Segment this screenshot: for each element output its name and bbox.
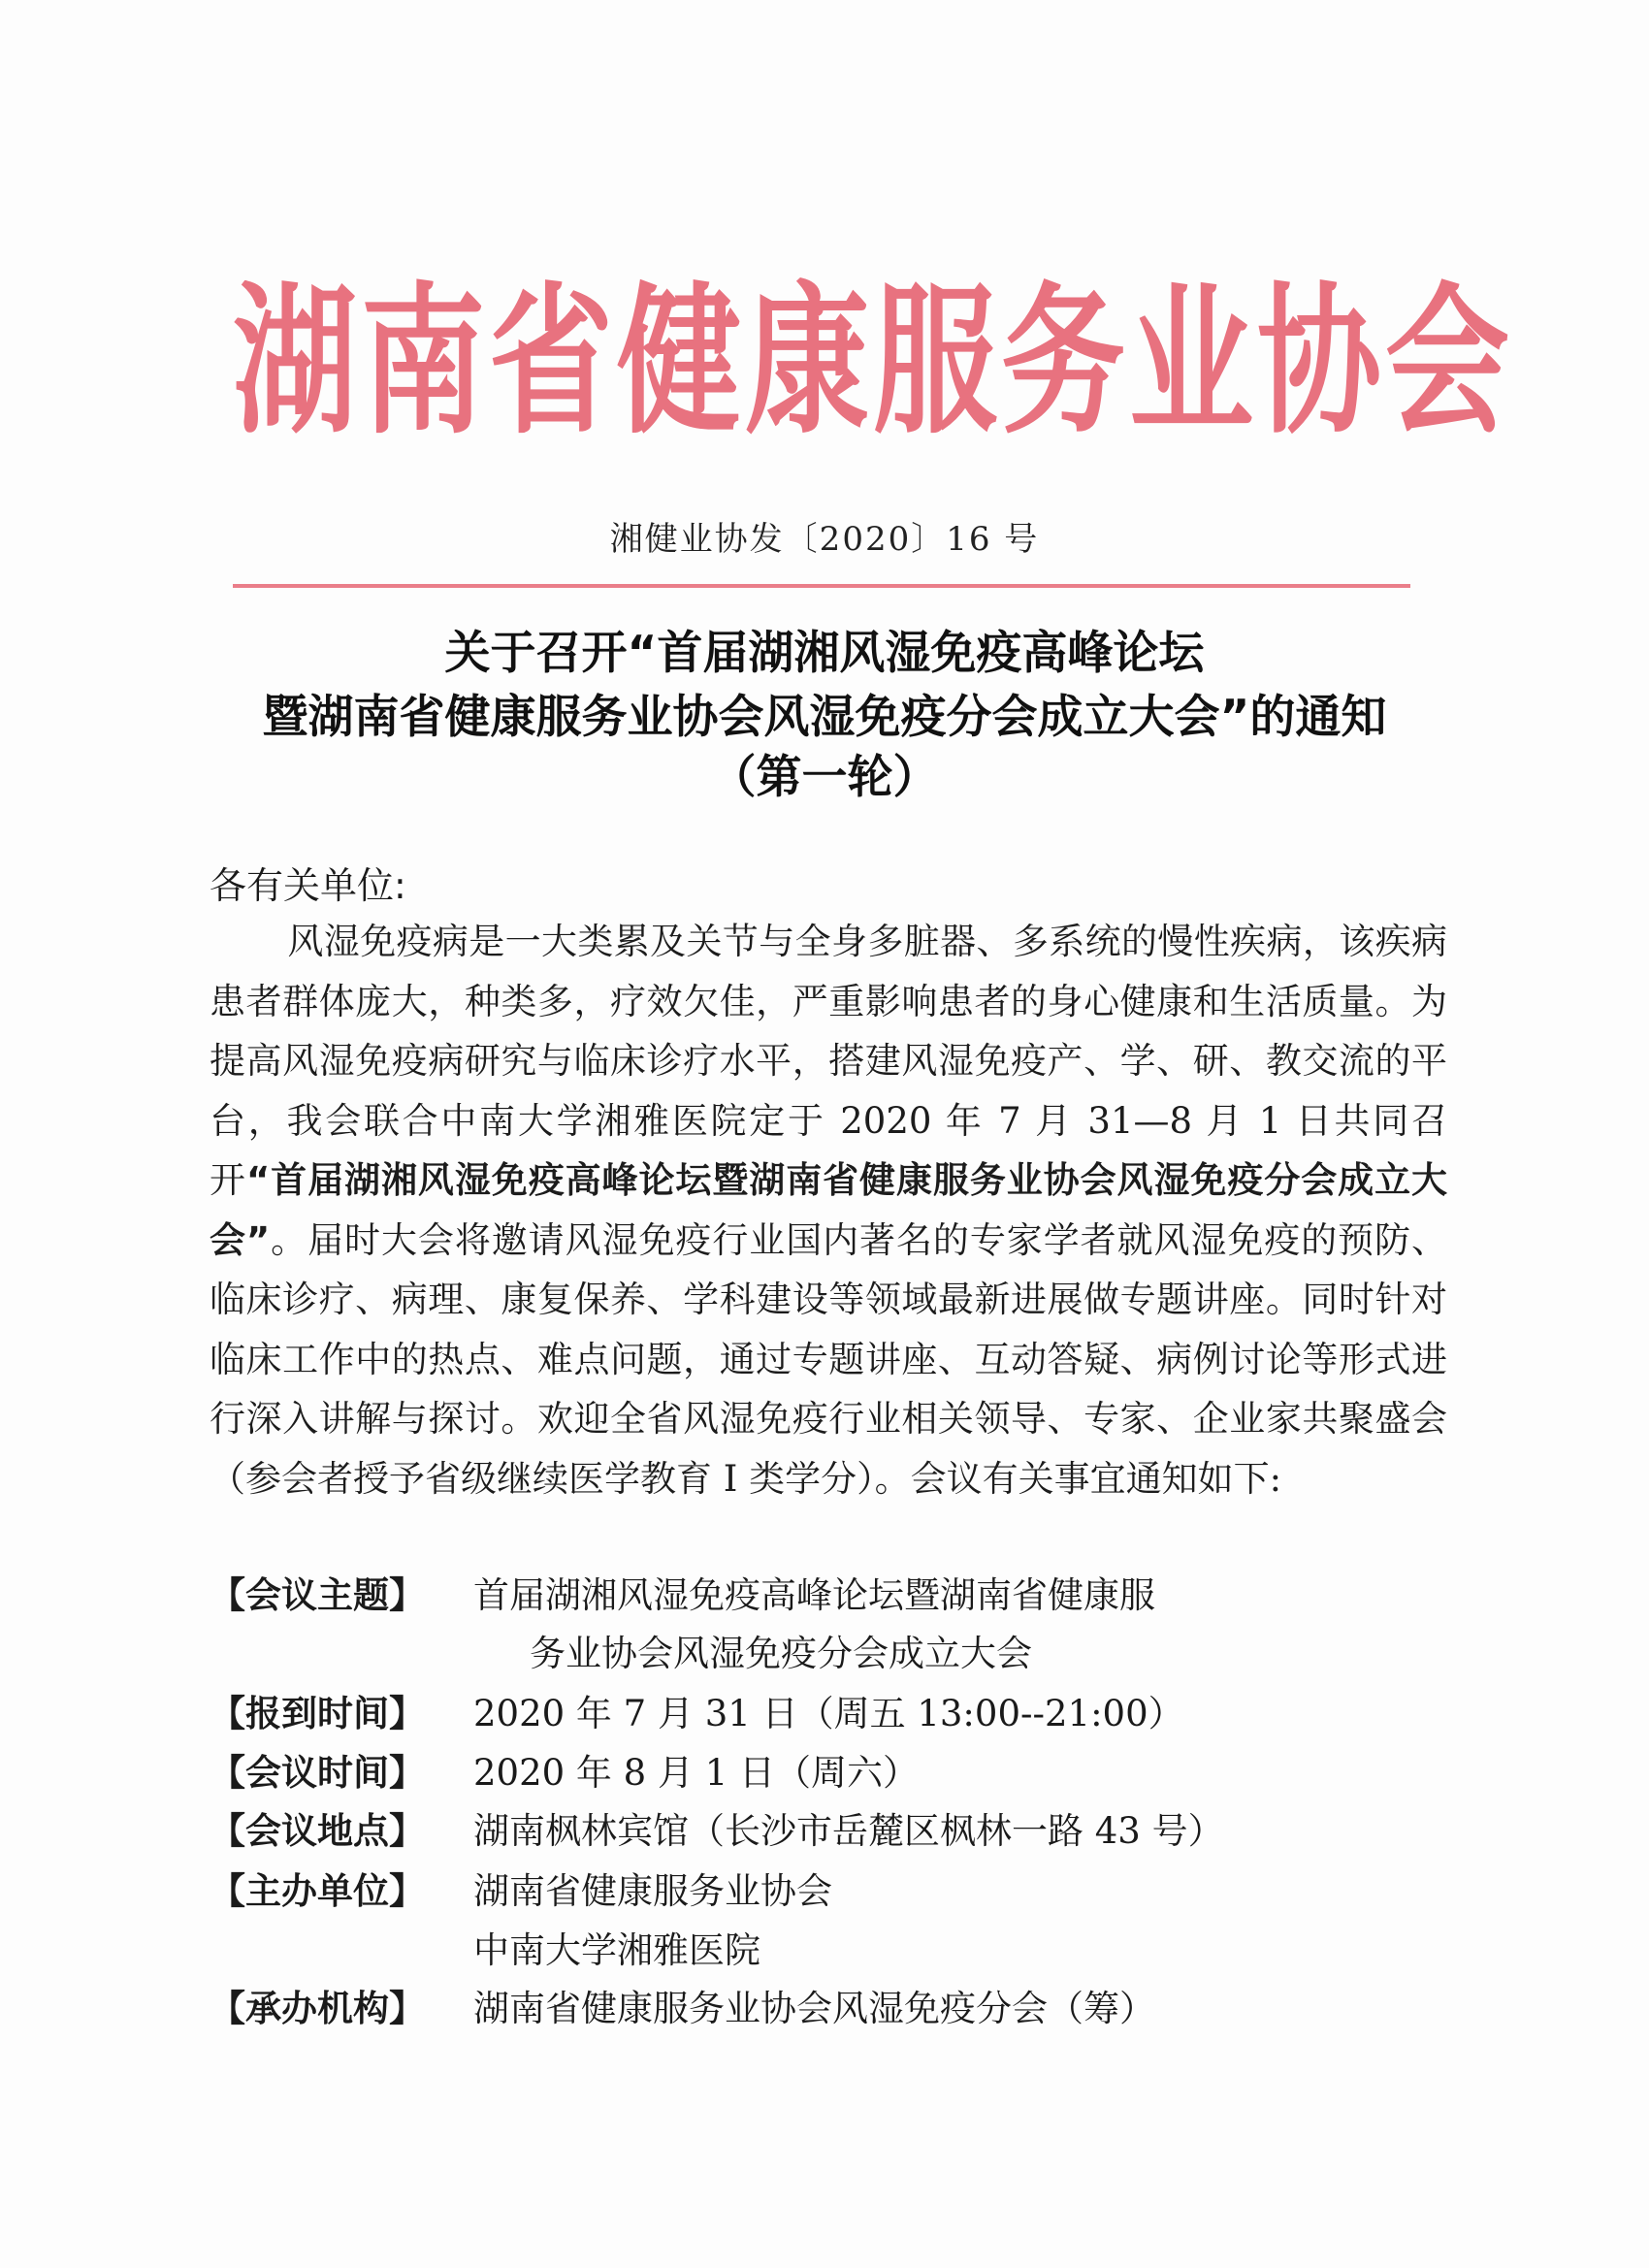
organizer-value: 湖南省健康服务业协会风湿免疫分会（筹） [473, 1988, 1155, 2029]
meeting-time-label: 【会议时间】 [210, 1752, 425, 1794]
host-value-second: 中南大学湘雅医院 [473, 1929, 760, 1971]
theme-value: 首届湖湘风湿免疫高峰论坛暨湖南省健康服 [473, 1574, 1155, 1616]
body-paragraph [210, 912, 1447, 1508]
organization-masthead: 湖南省健康服务业协会 [233, 269, 1514, 457]
info-row-organizer [210, 1980, 1471, 2038]
meeting-time-value: 2020 年 8 月 1 日（周六） [473, 1752, 920, 1794]
notice-title-round: （第一轮） [710, 751, 939, 804]
info-row-venue [210, 1802, 1471, 1861]
theme-value-continued: 务业协会风湿免疫分会成立大会 [530, 1633, 1032, 1674]
organizer-label: 【承办机构】 [210, 1988, 425, 2029]
venue-value: 湖南枫林宾馆（长沙市岳麓区枫林一路 43 号） [473, 1810, 1224, 1852]
salutation: 各有关单位: [210, 864, 406, 907]
host-value: 湖南省健康服务业协会 [473, 1870, 832, 1912]
notice-title-line1: 关于召开“首届湖湘风湿免疫高峰论坛 [444, 627, 1205, 680]
red-divider-line [233, 584, 1410, 588]
paragraph-text-part1: 风湿免疫病是一大类累及关节与全身多脏器、多系统的慢性疾病，该疾病患者群体庞大，种类多，疗效欠佳，严重影响患者的身心健康和生活质量。为提高风湿免疫病研究与临床诊疗水平，搭建风湿免疫产、学、研、教交流的平台，我会联合中南大学湘雅医院定于 2020 年 7 月 31—8 月 1 日共同召开 [210, 921, 1447, 1201]
paragraph-conference-name: “首届湖湘风湿免疫高峰论坛暨湖南省健康服务业协会风湿免疫分会成立大会” [210, 1159, 1447, 1261]
document-number: 湘健业协发〔2020〕16 号 [609, 520, 1040, 559]
checkin-label: 【报到时间】 [210, 1693, 425, 1734]
info-row-host-second [210, 1922, 1471, 1980]
paragraph-text-part2: 。届时大会将邀请风湿免疫行业国内著名的专家学者就风湿免疫的预防、临床诊疗、病理、康复保养、学科建设等领域最新进展做专题讲座。同时针对临床工作中的热点、难点问题，通过专题讲座、互动答疑、病例讨论等形式进行深入讲解与探讨。欢迎全省风湿免疫行业相关领导、专家、企业家共聚盛会（参会者授予省级继续医学教育 I 类学分）。会议有关事宜通知如下: [210, 1218, 1447, 1500]
info-row-theme-continued [210, 1625, 1471, 1683]
info-row-checkin [210, 1685, 1471, 1743]
theme-label: 【会议主题】 [210, 1574, 425, 1616]
info-row-host [210, 1863, 1471, 1921]
checkin-value: 2020 年 7 月 31 日（周五 13:00--21:00） [473, 1693, 1184, 1734]
host-label: 【主办单位】 [210, 1870, 425, 1912]
info-row-theme [210, 1567, 1471, 1625]
venue-label: 【会议地点】 [210, 1810, 425, 1852]
notice-title-line2: 暨湖南省健康服务业协会风湿免疫分会成立大会”的通知 [262, 691, 1387, 744]
info-row-meeting-time [210, 1744, 1471, 1802]
